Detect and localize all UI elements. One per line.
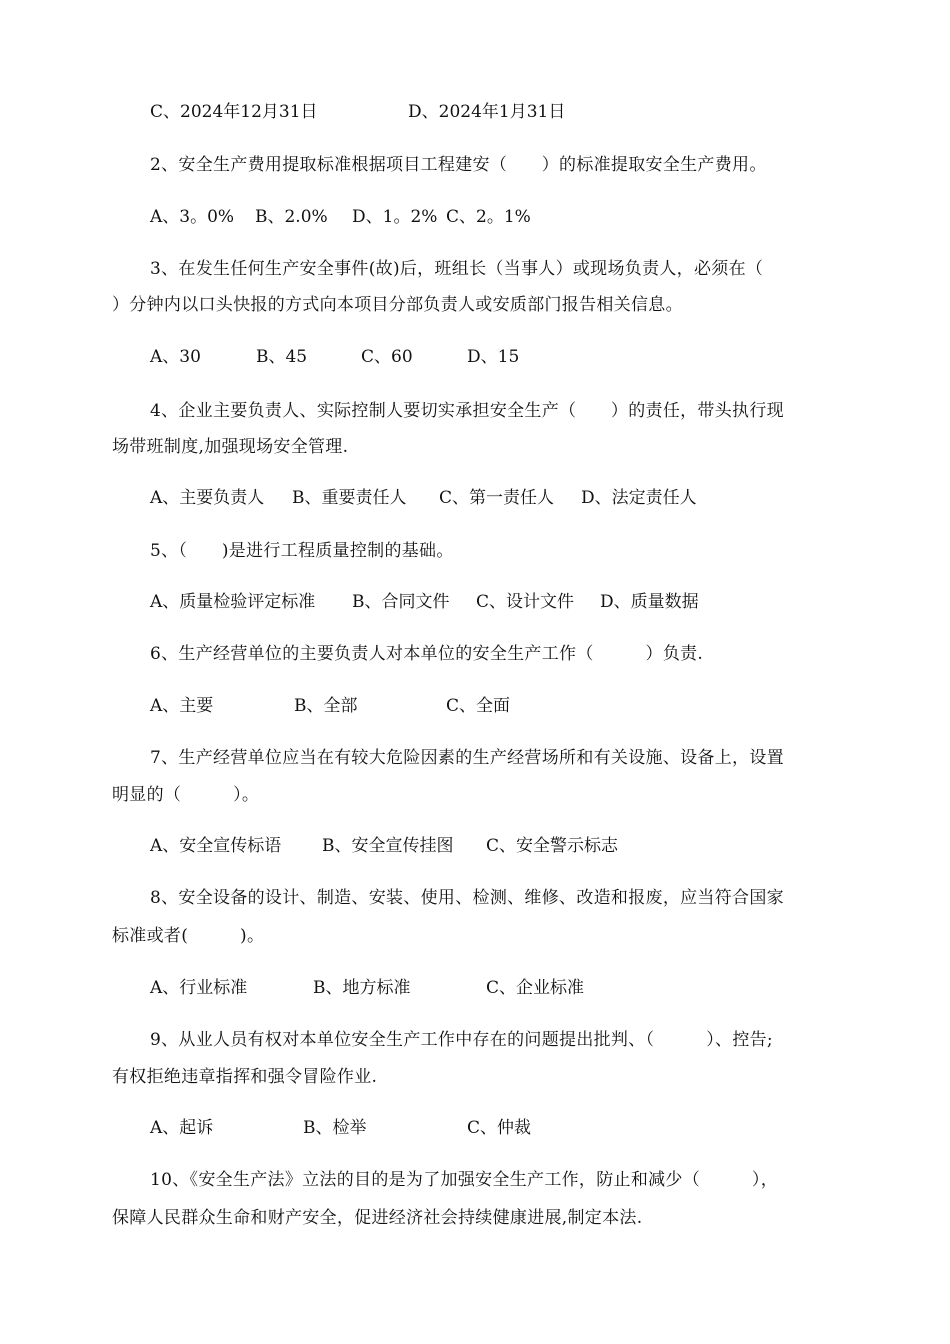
question-9-text-line-1: 9、从业人员有权对本单位安全生产工作中存在的问题提出批判、（ ）、控告; bbox=[150, 1030, 773, 1050]
option-a: A、安全宣传标语 bbox=[150, 836, 282, 856]
option-d: D、质量数据 bbox=[600, 592, 699, 612]
option-b: B、合同文件 bbox=[352, 592, 450, 612]
question-10-text-line-2: 保障人民群众生命和财产安全，促进经济社会持续健康进展,制定本法. bbox=[112, 1208, 643, 1228]
question-3-text-line-1: 3、在发生任何生产安全事件(故)后，班组长（当事人）或现场负责人，必须在（ bbox=[150, 259, 764, 279]
question-3-text-line-2: ）分钟内以口头快报的方式向本项目分部负责人或安质部门报告相关信息。 bbox=[112, 295, 683, 315]
option-c: C、60 bbox=[361, 347, 413, 367]
option-b: B、45 bbox=[256, 347, 308, 367]
question-4-text-line-2: 场带班制度,加强现场安全管理. bbox=[112, 437, 349, 457]
option-b: B、2.0% bbox=[255, 207, 328, 227]
option-a: A、行业标准 bbox=[150, 978, 248, 998]
question-8-text-line-2: 标准或者( )。 bbox=[112, 926, 265, 946]
question-2-text: 2、安全生产费用提取标准根据项目工程建安（ ）的标准提取安全生产费用。 bbox=[150, 155, 767, 175]
question-8-text-line-1: 8、安全设备的设计、制造、安装、使用、检测、维修、改造和报废，应当符合国家 bbox=[150, 888, 784, 908]
option-d: D、法定责任人 bbox=[581, 488, 697, 508]
option-c: C、2024年12月31日 bbox=[150, 102, 318, 122]
option-c: C、全面 bbox=[446, 696, 511, 716]
question-9-text-line-2: 有权拒绝违章指挥和强令冒险作业. bbox=[112, 1067, 378, 1087]
question-10-text-line-1: 10、《安全生产法》立法的目的是为了加强安全生产工作，防止和减少（ ）， bbox=[150, 1170, 779, 1190]
question-7-text-line-2: 明显的（ ）。 bbox=[112, 785, 260, 805]
option-c: C、企业标准 bbox=[486, 978, 585, 998]
option-a: A、主要负责人 bbox=[150, 488, 265, 508]
option-d: D、15 bbox=[467, 347, 520, 367]
option-b: B、检举 bbox=[303, 1118, 367, 1138]
option-c: C、安全警示标志 bbox=[486, 836, 619, 856]
option-b: B、安全宣传挂图 bbox=[322, 836, 454, 856]
option-a: A、3。0% bbox=[150, 207, 235, 227]
option-d: D、2024年1月31日 bbox=[408, 102, 566, 122]
option-c: C、第一责任人 bbox=[439, 488, 555, 508]
option-c: C、2。1% bbox=[446, 207, 531, 227]
question-6-text: 6、生产经营单位的主要负责人对本单位的安全生产工作（ ）负责. bbox=[150, 644, 704, 664]
option-b: B、重要责任人 bbox=[292, 488, 407, 508]
option-a: A、主要 bbox=[150, 696, 214, 716]
option-c: C、设计文件 bbox=[476, 592, 575, 612]
option-a: A、起诉 bbox=[150, 1118, 214, 1138]
option-b: B、地方标准 bbox=[313, 978, 411, 998]
question-5-text: 5、（ )是进行工程质量控制的基础。 bbox=[150, 541, 454, 561]
question-7-text-line-1: 7、生产经营单位应当在有较大危险因素的生产经营场所和有关设施、设备上，设置 bbox=[150, 748, 784, 768]
option-d: D、1。2% bbox=[352, 207, 438, 227]
option-c: C、仲裁 bbox=[467, 1118, 532, 1138]
question-4-text-line-1: 4、企业主要负责人、实际控制人要切实承担安全生产（ ）的责任，带头执行现 bbox=[150, 401, 784, 421]
option-b: B、全部 bbox=[294, 696, 358, 716]
option-a: A、质量检验评定标准 bbox=[150, 592, 316, 612]
option-a: A、30 bbox=[150, 347, 201, 367]
